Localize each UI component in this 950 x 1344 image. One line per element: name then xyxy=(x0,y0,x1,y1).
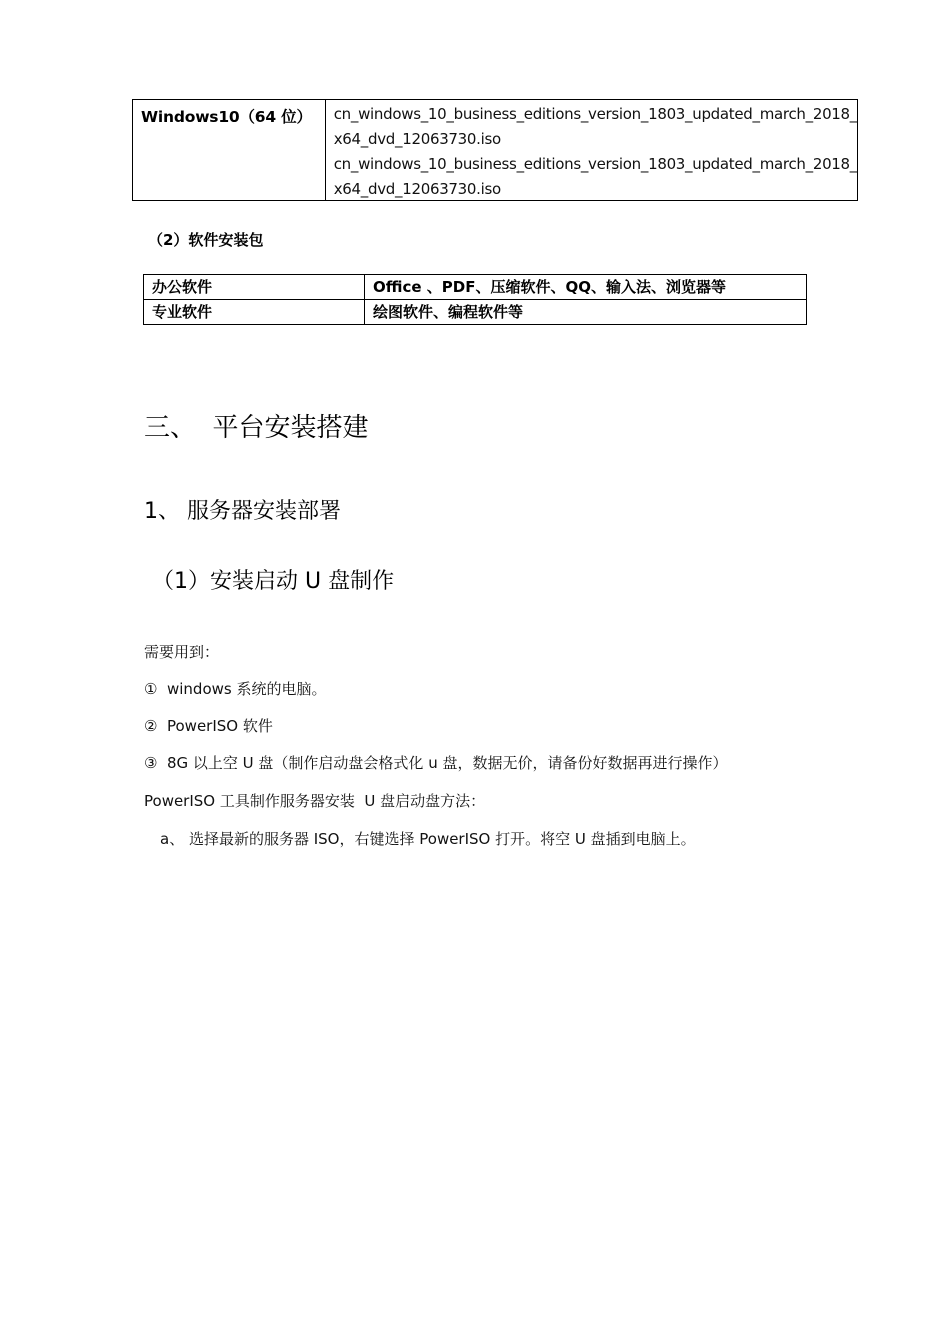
step-a: a、 选择最新的服务器 ISO，右键选择 PowerISO 打开。将空 U 盘插到电脑上。 xyxy=(160,830,696,848)
os-file-line: cn_windows_10_business_editions_version_1803_updated_march_2018_ xyxy=(333,105,857,123)
table-row xyxy=(144,275,807,300)
section-heading: 三、 平台安装搭建 xyxy=(144,413,369,443)
software-heading: （2）软件安装包 xyxy=(148,231,264,249)
software-category: 办公软件 xyxy=(144,275,365,300)
list-item: ① windows 系统的电脑。 xyxy=(144,680,327,698)
os-file-line: x64_dvd_12063730.iso xyxy=(333,180,501,198)
software-table xyxy=(143,274,807,325)
os-table xyxy=(132,99,858,201)
method-label: PowerISO 工具制作服务器安装 U 盘启动盘方法： xyxy=(144,792,486,810)
subsubsection-heading: （1）安装启动 U 盘制作 xyxy=(152,569,395,594)
software-items: Office 、PDF、压缩软件、QQ、输入法、浏览器等 xyxy=(365,275,807,300)
list-item: ③ 8G 以上空 U 盘（制作启动盘会格式化 u 盘，数据无价，请备份好数据再进行操作） xyxy=(144,754,728,772)
os-name-cell: Windows10（64 位） xyxy=(133,100,326,200)
needs-label: 需要用到： xyxy=(144,643,220,661)
list-item: ② PowerISO 软件 xyxy=(144,717,273,735)
software-category: 专业软件 xyxy=(144,300,365,325)
os-file-line: x64_dvd_12063730.iso xyxy=(333,130,501,148)
os-files-cell xyxy=(326,100,857,200)
table-row xyxy=(144,300,807,325)
os-file-line: cn_windows_10_business_editions_version_1803_updated_march_2018_ xyxy=(333,155,857,173)
subsection-heading: 1、 服务器安装部署 xyxy=(144,499,341,524)
software-items: 绘图软件、编程软件等 xyxy=(365,300,807,325)
